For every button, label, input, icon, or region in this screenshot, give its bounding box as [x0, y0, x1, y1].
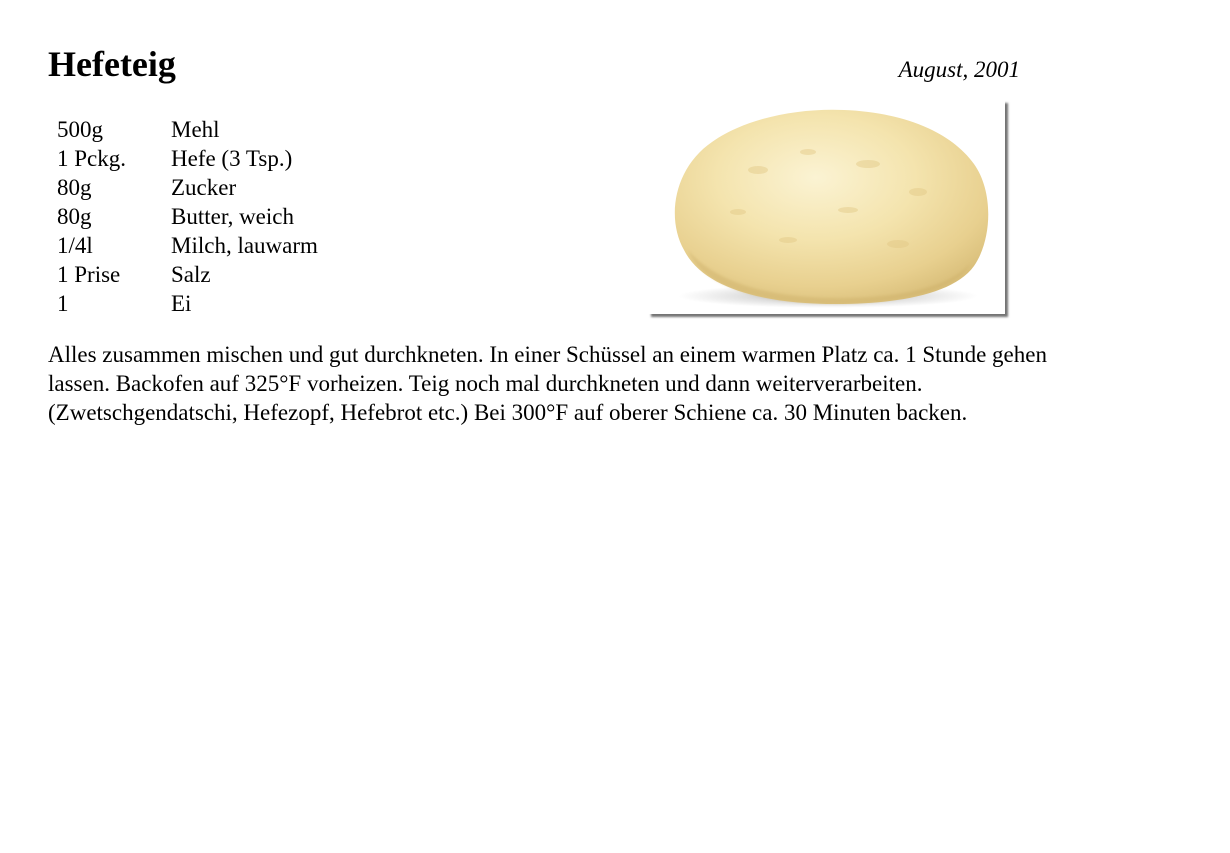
ingredient-name: Mehl — [171, 117, 220, 142]
ingredient-name: Hefe (3 Tsp.) — [171, 146, 293, 171]
ingredient-quantity: 500g — [57, 117, 103, 142]
ingredient-row — [57, 115, 318, 144]
ingredient-quantity: 80g — [57, 204, 92, 229]
ingredient-name: Ei — [171, 291, 192, 316]
ingredient-row — [57, 144, 318, 173]
ingredient-quantity: 1 — [57, 291, 69, 316]
recipe-title: Hefeteig — [48, 44, 176, 84]
ingredient-row — [57, 173, 318, 202]
ingredient-name: Salz — [171, 262, 211, 287]
ingredient-quantity: 80g — [57, 175, 92, 200]
dough-ball-illustration — [648, 100, 1005, 314]
ingredient-row — [57, 289, 318, 318]
recipe-date: August, 2001 — [898, 57, 1020, 82]
ingredient-row — [57, 202, 318, 231]
ingredient-quantity: 1 Prise — [57, 262, 121, 287]
dough-ball — [675, 110, 988, 304]
ingredient-row — [57, 260, 318, 289]
ingredient-name: Butter, weich — [171, 204, 294, 229]
ingredients-table — [57, 115, 318, 318]
ingredient-quantity: 1/4l — [57, 233, 93, 258]
dough-photo — [648, 100, 1005, 314]
ingredient-name: Milch, lauwarm — [171, 233, 318, 258]
ingredient-quantity: 1 Pckg. — [57, 146, 126, 171]
recipe-instructions: Alles zusammen mischen und gut durchkneten. In einer Schüssel an einem warmen Platz ca. 1 Stunde gehen lassen. Backofen auf 325°F vorheizen. Teig noch mal durchkneten und dann weiterverarbeiten. (Zwetschgendatschi, Hefezopf, Hefebrot etc.) Bei 300°F auf oberer Schiene ca. 30 Minuten backen. — [48, 342, 1047, 425]
ingredient-row — [57, 231, 318, 260]
ingredient-name: Zucker — [171, 175, 237, 200]
